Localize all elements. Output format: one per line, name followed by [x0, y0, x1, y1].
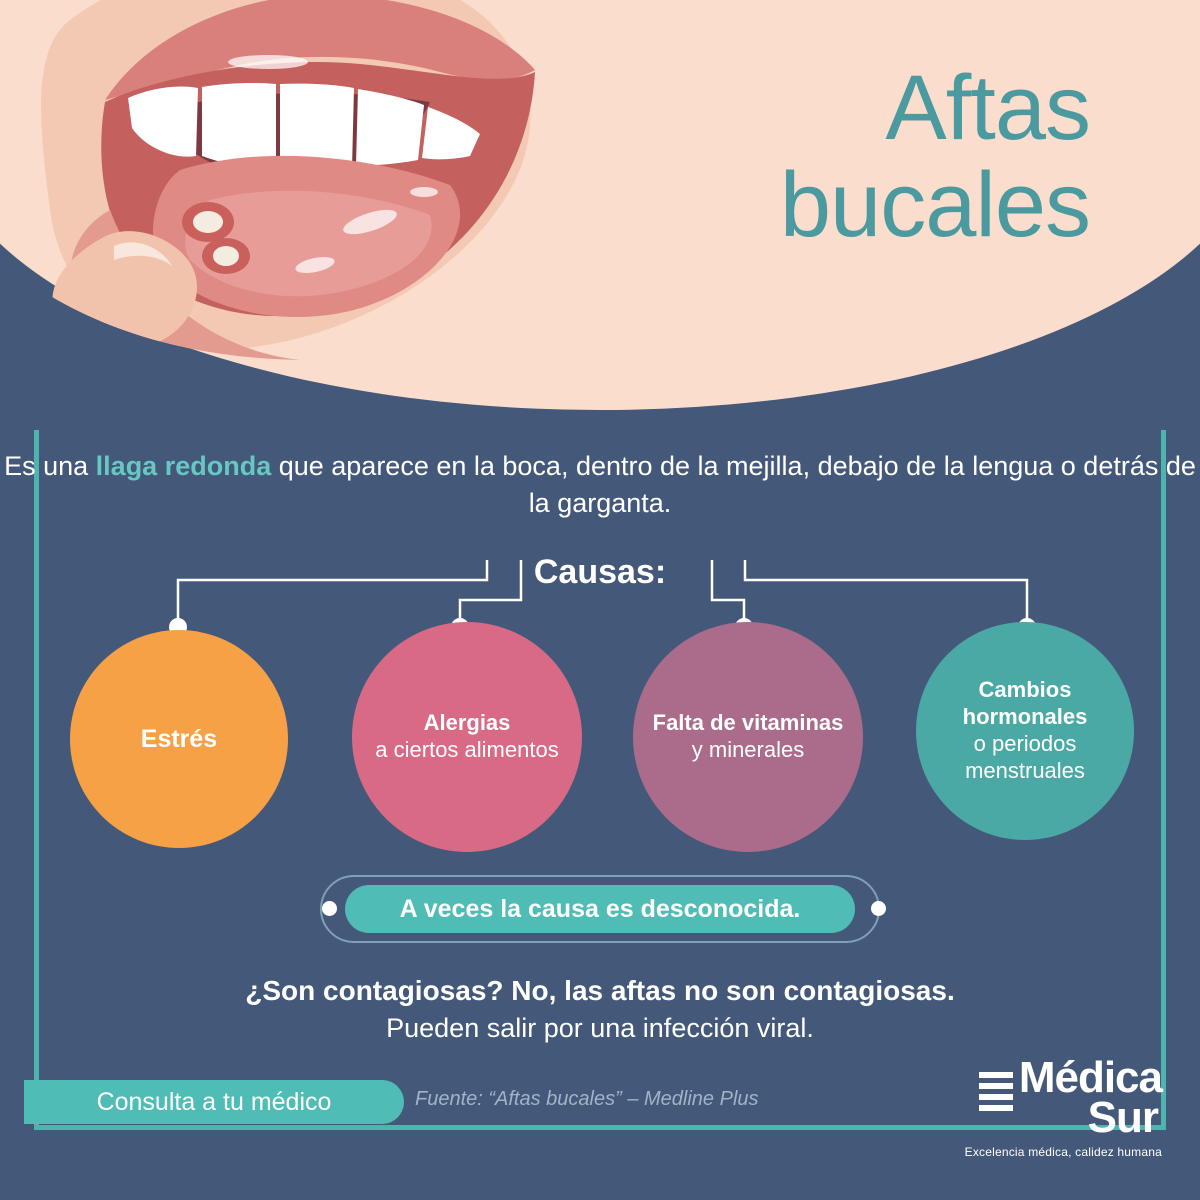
- logo-word-1: Médica: [1018, 1053, 1162, 1102]
- consulta-cta[interactable]: Consulta a tu médico: [24, 1080, 404, 1124]
- logo-tagline: Excelencia médica, calidez humana: [964, 1144, 1162, 1159]
- intro-part-2: que aparece en la boca, dentro de la mejilla, debajo de la lengua o detrás de la garganta.: [271, 451, 1196, 519]
- contagio-block: [0, 975, 1200, 1044]
- contagio-line-2: Pueden salir por una infección viral.: [386, 1013, 814, 1043]
- pill-dot-left: [322, 901, 337, 916]
- cause-subtitle: a ciertos alimentos: [375, 737, 559, 762]
- title-line-1: Aftas: [885, 57, 1090, 159]
- title-line-2: bucales: [779, 153, 1090, 256]
- logo-bars-icon: [979, 1072, 1013, 1116]
- source-credit: Fuente: “Aftas bucales” – Medline Plus: [415, 1088, 759, 1110]
- cause-title: Alergias: [423, 710, 511, 736]
- cause-title: Estrés: [140, 724, 218, 753]
- cause-subtitle: o periodos menstruales: [965, 731, 1085, 783]
- contagio-line-1: ¿Son contagiosas? No, las aftas no son contagiosas.: [245, 975, 955, 1006]
- logo-word-2: Sur: [1087, 1093, 1158, 1143]
- cause-circle-vitaminas: [633, 622, 863, 852]
- medica-sur-logo: [952, 1053, 1162, 1159]
- causas-list: [0, 622, 1200, 852]
- cause-title: Cambios hormonales: [962, 677, 1088, 730]
- cause-circle-alergias: [352, 622, 582, 852]
- intro-part-1: Es una: [4, 451, 96, 481]
- intro-highlight: llaga redonda: [95, 451, 272, 481]
- unknown-cause-banner: A veces la causa es desconocida.: [345, 885, 855, 933]
- cause-subtitle: y minerales: [691, 737, 805, 762]
- cause-circle-hormonales: [916, 622, 1134, 840]
- cause-circle-estres: [70, 630, 288, 848]
- cause-title: Falta de vitaminas: [652, 710, 844, 736]
- causas-heading: Causas:: [533, 553, 667, 591]
- pill-dot-right: [871, 901, 886, 916]
